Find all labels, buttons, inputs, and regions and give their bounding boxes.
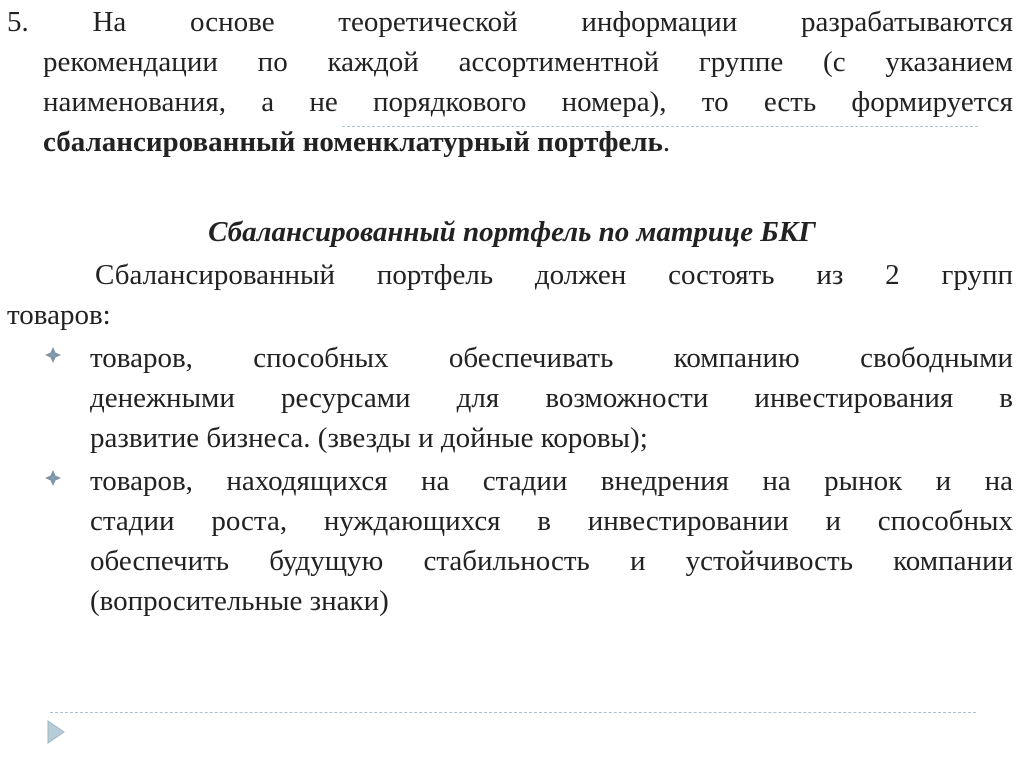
- item-5-line-last: [7, 122, 1013, 162]
- item-5-line: рекомендации по каждой ассортиментной группе (с указанием: [43, 46, 1013, 78]
- bullet-line: обеспечить будущую стабильность и устойчивость компании: [90, 545, 1013, 577]
- play-triangle-icon[interactable]: [46, 719, 66, 745]
- diamond-bullet-icon: [42, 467, 64, 489]
- bullet-line: товаров, находящихся на стадии внедрения на рынок и на: [90, 465, 1013, 497]
- intro-line: Сбалансированный портфель должен состоять из 2 групп: [95, 259, 1013, 291]
- bullet-line: стадии роста, нуждающихся в инвестировании и способных: [90, 505, 1013, 537]
- bullet-text: [90, 338, 1013, 458]
- intro-paragraph: [7, 255, 1013, 335]
- bullet-line: денежными ресурсами для возможности инвестирования в: [90, 382, 1013, 414]
- item-5-paragraph: [7, 2, 1013, 162]
- diamond-bullet-icon: [42, 344, 64, 366]
- bullet-line: (вопросительные знаки): [90, 585, 389, 617]
- bullet-line: товаров, способных обеспечивать компанию свободными: [90, 342, 1013, 374]
- intro-line: товаров:: [7, 299, 111, 331]
- item-5-line: 5. На основе теоретической информации разрабатываются: [7, 6, 1013, 38]
- decorative-dashed-line-bottom: [50, 712, 976, 713]
- bold-phrase: сбалансированный номенклатурный портфель: [43, 126, 663, 158]
- bullet-line: развитие бизнеса. (звезды и дойные коровы);: [90, 422, 648, 454]
- section-subtitle: Сбалансированный портфель по матрице БКГ: [208, 216, 816, 248]
- bullet-text: [90, 461, 1013, 621]
- item-5-line: наименования, а не порядкового номера), то есть формируется: [43, 86, 1013, 118]
- period: .: [662, 126, 671, 158]
